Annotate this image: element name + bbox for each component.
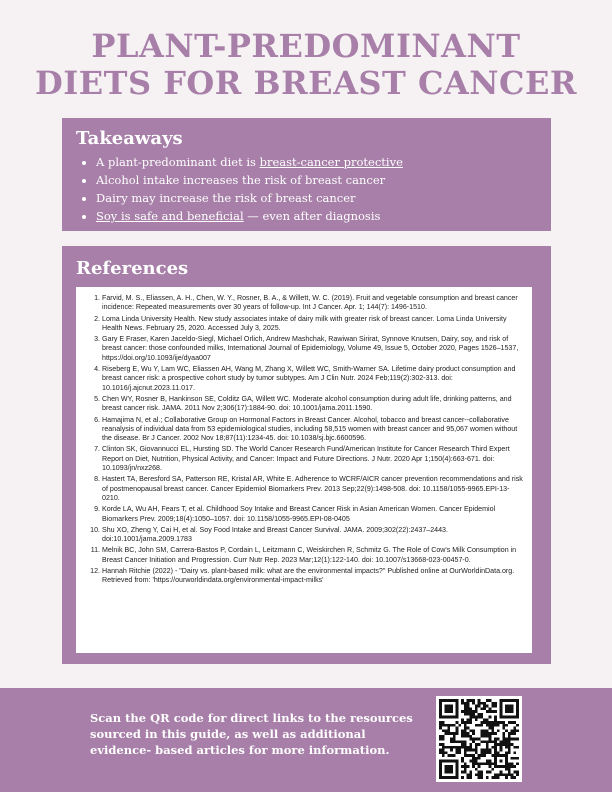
references-panel <box>62 246 551 664</box>
reference-item: 4. Riseberg E, Wu Y, Lam WC, Eliassen AH, Wang M, Zhang X, Willett WC, Smith-Warner SA. Lifetime dairy product consumption and breast cancer risk: a prospective cohort study by tumor subtypes. Am J Clin Nutr. 2024 Feb;119(2):302-313. doi: 10.1016/j.ajcnut.2023.11.017. <box>102 365 526 393</box>
title-line-2: DIETS FOR BREAST CANCER <box>35 64 577 102</box>
takeaway-text: Dairy may increase the risk of breast cancer <box>96 191 356 205</box>
reference-item: 2. Loma Linda University Health. New study associates intake of dairy milk with greater risk of breast cancer. Loma Linda University Health News. February 25, 2020. Accessed July 3, 2025. <box>102 315 526 334</box>
page-title <box>0 28 612 102</box>
takeaways-list <box>76 153 537 225</box>
takeaway-item <box>96 189 537 207</box>
reference-item: 11. Melnik BC, John SM, Carrera-Bastos P, Cordain L, Leitzmann C, Weiskirchen R, Schmitz G. The Role of Cow's Milk Consumption in Breast Cancer Initiation and Progression. Curr Nutr Rep. 2023 Mar;12(1):122-140. doi: 10.1007/s13668-023-00457-0. <box>102 546 526 565</box>
takeaway-link[interactable]: breast-cancer protective <box>259 155 403 169</box>
reference-item: 8. Hastert TA, Beresford SA, Patterson RE, Kristal AR, White E. Adherence to WCRF/AICR cancer prevention recommendations and risk of postmenopausal breast cancer. Cancer Epidemiol Biomarkers Prev. 2013 Sep;22(9):1498-508. doi: 10.1158/1055-9965.EPI-13-0210. <box>102 475 526 503</box>
takeaway-item <box>96 207 537 225</box>
reference-item: 7. Clinton SK, Giovannucci EL, Hursting SD. The World Cancer Research Fund/American Institute for Cancer Research Third Expert Report on Diet, Nutrition, Physical Activity, and Cancer: Impact and Future Directions. J Nutr. 2020 Apr 1;150(4):663-671. doi: 10.1093/jn/nxz268. <box>102 445 526 473</box>
takeaway-text: — even after diagnosis <box>243 209 381 223</box>
reference-item: 10. Shu XO, Zheng Y, Cai H, et al. Soy Food Intake and Breast Cancer Survival. JAMA. 2009;302(22):2437–2443. doi:10.1001/jama.2009.1783 <box>102 526 526 545</box>
takeaways-panel <box>62 118 551 231</box>
footer-text: Scan the QR code for direct links to the resources sourced in this guide, as well as additional evidence- based articles for more information. <box>90 711 413 757</box>
reference-item: 6. Hamajima N, et al.; Collaborative Group on Hormonal Factors in Breast Cancer. Alcohol, tobacco and breast cancer--collaborative reanalysis of individual data from 53 epidemiological studies, including 58,515 women with breast cancer and 95,067 women without the disease. Br J Cancer. 2002 Nov 18;87(11):1234-45. doi: 10.1038/sj.bjc.6600596. <box>102 416 526 444</box>
takeaway-text: A plant-predominant diet is <box>96 155 260 169</box>
title-line-1: PLANT-PREDOMINANT <box>91 27 521 65</box>
footer-band <box>0 688 612 792</box>
takeaway-item <box>96 153 537 171</box>
takeaways-heading: Takeaways <box>76 128 183 149</box>
reference-item: 12. Hannah Ritchie (2022) - "Dairy vs. plant-based milk: what are the environmental impacts?" Published online at OurWorldinData.org. Retrieved from: 'https://ourworldindata.org/environmental-impact-milks' <box>102 567 526 586</box>
takeaway-item <box>96 171 537 189</box>
references-heading: References <box>76 258 189 279</box>
reference-item: 5. Chen WY, Rosner B, Hankinson SE, Colditz GA, Willett WC. Moderate alcohol consumption during adult life, drinking patterns, and breast cancer risk. JAMA. 2011 Nov 2;306(17):1884-90. doi: 10.1001/jama.2011.1590. <box>102 395 526 414</box>
qr-code-icon <box>439 699 519 779</box>
references-box <box>76 287 532 653</box>
takeaway-text: Alcohol intake increases the risk of breast cancer <box>96 173 386 187</box>
reference-item: 1. Farvid, M. S., Eliassen, A. H., Chen, W. Y., Rosner, B. A., & Willett, W. C. (2019). Fruit and vegetable consumption and breast cancer incidence: Repeated measurements over 30 years of follow-up. Int J Cancer. Apr. 1; 144(7): 1496-1510. <box>102 294 526 313</box>
qr-code[interactable] <box>436 696 522 782</box>
reference-item: 3. Gary E Fraser, Karen Jaceldo-Siegl, Michael Orlich, Andrew Mashchak, Rawiwan Sirirat, Synnove Knutsen, Dairy, soy, and risk of breast cancer: those confounded milks, International Journal of Epidemiology, Volume 49, Issue 5, October 2020, Pages 1526–1537, https://doi.org/10.1093/ije/dyaa007 <box>102 335 526 363</box>
references-list <box>80 294 526 586</box>
reference-item: 9. Korde LA, Wu AH, Fears T, et al. Childhood Soy Intake and Breast Cancer Risk in Asian American Women. Cancer Epidemiol Biomarkers Prev. 2009;18(4):1050–1057. doi: 10.1158/1055-9965.EPI-08-0405 <box>102 505 526 524</box>
takeaway-link[interactable]: Soy is safe and beneficial <box>96 209 244 223</box>
